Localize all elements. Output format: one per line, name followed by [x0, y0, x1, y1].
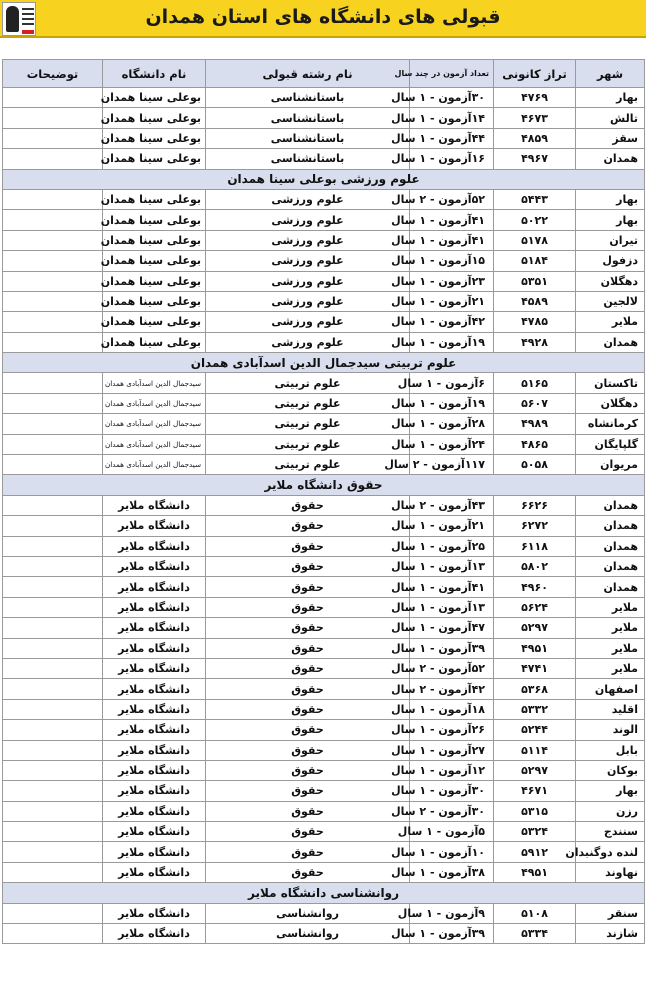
university-cell: دانشگاه ملایر — [103, 536, 206, 556]
notes-cell — [3, 88, 103, 108]
university-cell: بوعلی سینا همدان — [103, 230, 206, 250]
table-header-row — [3, 60, 645, 88]
major-cell: علوم ورزشی — [206, 312, 410, 332]
notes-cell — [3, 781, 103, 801]
city-cell: گلپایگان — [576, 434, 645, 454]
score-cell: ۴۶۷۱ — [494, 781, 576, 801]
exams-cell: ۲۳آزمون - ۱ سال — [410, 271, 494, 291]
university-cell: دانشگاه ملایر — [103, 740, 206, 760]
table-row — [3, 638, 645, 658]
table-row — [3, 556, 645, 576]
exams-cell: ۳۹آزمون - ۱ سال — [410, 924, 494, 944]
section-header-row — [3, 169, 645, 189]
major-cell: حقوق — [206, 577, 410, 597]
notes-cell — [3, 332, 103, 352]
header-score: تراز کانونی — [494, 60, 576, 88]
university-cell: دانشگاه ملایر — [103, 924, 206, 944]
exams-cell: ۴۳آزمون - ۲ سال — [410, 495, 494, 515]
exams-cell: ۳۰آزمون - ۲ سال — [410, 801, 494, 821]
table-row — [3, 862, 645, 882]
notes-cell — [3, 434, 103, 454]
major-cell: حقوق — [206, 842, 410, 862]
score-cell: ۴۷۸۵ — [494, 312, 576, 332]
header-notes: توضیحات — [3, 60, 103, 88]
page-title: قبولی های دانشگاه های استان همدان — [145, 6, 501, 28]
exams-cell: ۳۰آزمون - ۱ سال — [410, 88, 494, 108]
university-cell: سیدجمال الدین اسدآبادی همدان — [103, 373, 206, 393]
table-row — [3, 842, 645, 862]
score-cell: ۶۲۷۲ — [494, 516, 576, 536]
notes-cell — [3, 597, 103, 617]
score-cell: ۵۲۹۷ — [494, 618, 576, 638]
major-cell: حقوق — [206, 556, 410, 576]
major-cell: حقوق — [206, 760, 410, 780]
table-row — [3, 128, 645, 148]
city-cell: تاکستان — [576, 373, 645, 393]
exams-cell: ۱۲آزمون - ۱ سال — [410, 760, 494, 780]
university-cell: بوعلی سینا همدان — [103, 189, 206, 209]
notes-cell — [3, 414, 103, 434]
exams-cell: ۱۵آزمون - ۱ سال — [410, 251, 494, 271]
score-cell: ۵۳۲۴ — [494, 822, 576, 842]
exams-cell: ۴۲آزمون - ۲ سال — [410, 679, 494, 699]
notes-cell — [3, 638, 103, 658]
notes-cell — [3, 903, 103, 923]
notes-cell — [3, 842, 103, 862]
score-cell: ۵۲۴۴ — [494, 720, 576, 740]
section-header-row — [3, 883, 645, 903]
exams-cell: ۹آزمون - ۱ سال — [410, 903, 494, 923]
score-cell: ۴۷۶۹ — [494, 88, 576, 108]
exams-cell: ۵۲آزمون - ۲ سال — [410, 189, 494, 209]
major-cell: حقوق — [206, 862, 410, 882]
table-row — [3, 189, 645, 209]
university-cell: بوعلی سینا همدان — [103, 210, 206, 230]
city-cell: دهگلان — [576, 271, 645, 291]
table-body — [3, 88, 645, 944]
score-cell: ۵۳۶۸ — [494, 679, 576, 699]
score-cell: ۵۳۳۴ — [494, 924, 576, 944]
city-cell: نهاوند — [576, 862, 645, 882]
major-cell: حقوق — [206, 699, 410, 719]
exams-cell: ۴۱آزمون - ۱ سال — [410, 230, 494, 250]
score-cell: ۵۳۱۵ — [494, 801, 576, 821]
notes-cell — [3, 516, 103, 536]
score-cell: ۵۳۵۱ — [494, 271, 576, 291]
notes-cell — [3, 149, 103, 169]
university-cell: دانشگاه ملایر — [103, 577, 206, 597]
score-cell: ۶۱۱۸ — [494, 536, 576, 556]
university-cell: دانشگاه ملایر — [103, 781, 206, 801]
table-row — [3, 760, 645, 780]
university-cell: بوعلی سینا همدان — [103, 271, 206, 291]
table-row — [3, 414, 645, 434]
exams-cell: ۵۲آزمون - ۲ سال — [410, 658, 494, 678]
university-cell: دانشگاه ملایر — [103, 597, 206, 617]
city-cell: همدان — [576, 577, 645, 597]
notes-cell — [3, 720, 103, 740]
notes-cell — [3, 312, 103, 332]
table-row — [3, 210, 645, 230]
major-cell: باستانشناسی — [206, 128, 410, 148]
notes-cell — [3, 271, 103, 291]
major-cell: علوم ورزشی — [206, 332, 410, 352]
score-cell: ۵۱۶۵ — [494, 373, 576, 393]
major-cell: حقوق — [206, 638, 410, 658]
major-cell: علوم تربیتی — [206, 373, 410, 393]
table-row — [3, 658, 645, 678]
major-cell: حقوق — [206, 720, 410, 740]
major-cell: حقوق — [206, 740, 410, 760]
major-cell: علوم ورزشی — [206, 291, 410, 311]
table-row — [3, 740, 645, 760]
city-cell: لنده دوگنبدان — [576, 842, 645, 862]
notes-cell — [3, 760, 103, 780]
city-cell: همدان — [576, 536, 645, 556]
score-cell: ۵۸۰۲ — [494, 556, 576, 576]
section-title: روانشناسی دانشگاه ملایر — [3, 883, 645, 903]
university-cell: بوعلی سینا همدان — [103, 251, 206, 271]
score-cell: ۴۹۶۰ — [494, 577, 576, 597]
exams-cell: ۳۰آزمون - ۱ سال — [410, 781, 494, 801]
score-cell: ۵۱۷۸ — [494, 230, 576, 250]
city-cell: همدان — [576, 332, 645, 352]
table-row — [3, 536, 645, 556]
university-cell: دانشگاه ملایر — [103, 842, 206, 862]
major-cell: حقوق — [206, 597, 410, 617]
table-row — [3, 271, 645, 291]
city-cell: اصفهان — [576, 679, 645, 699]
major-cell: علوم تربیتی — [206, 393, 410, 413]
city-cell: ملایر — [576, 597, 645, 617]
score-cell: ۵۳۳۲ — [494, 699, 576, 719]
table-row — [3, 924, 645, 944]
notes-cell — [3, 108, 103, 128]
major-cell: حقوق — [206, 516, 410, 536]
exams-cell: ۶آزمون - ۱ سال — [410, 373, 494, 393]
table-row — [3, 291, 645, 311]
score-cell: ۴۶۷۳ — [494, 108, 576, 128]
notes-cell — [3, 455, 103, 475]
notes-cell — [3, 556, 103, 576]
exams-cell: ۲۱آزمون - ۱ سال — [410, 516, 494, 536]
major-cell: باستانشناسی — [206, 149, 410, 169]
major-cell: روانشناسی — [206, 924, 410, 944]
table-row — [3, 149, 645, 169]
university-cell: سیدجمال الدین اسدآبادی همدان — [103, 393, 206, 413]
notes-cell — [3, 862, 103, 882]
city-cell: بوکان — [576, 760, 645, 780]
city-cell: اقلید — [576, 699, 645, 719]
exams-cell: ۱۶آزمون - ۱ سال — [410, 149, 494, 169]
university-cell: سیدجمال الدین اسدآبادی همدان — [103, 414, 206, 434]
table-row — [3, 903, 645, 923]
table-row — [3, 597, 645, 617]
university-cell: دانشگاه ملایر — [103, 862, 206, 882]
major-cell: علوم تربیتی — [206, 414, 410, 434]
major-cell: علوم ورزشی — [206, 271, 410, 291]
score-cell: ۴۹۵۱ — [494, 638, 576, 658]
score-cell: ۵۱۸۴ — [494, 251, 576, 271]
notes-cell — [3, 251, 103, 271]
university-cell: بوعلی سینا همدان — [103, 312, 206, 332]
major-cell: باستانشناسی — [206, 88, 410, 108]
university-cell: دانشگاه ملایر — [103, 699, 206, 719]
score-cell: ۴۸۵۹ — [494, 128, 576, 148]
university-cell: دانشگاه ملایر — [103, 618, 206, 638]
score-cell: ۶۶۲۶ — [494, 495, 576, 515]
city-cell: ملایر — [576, 658, 645, 678]
exams-cell: ۴۱آزمون - ۱ سال — [410, 210, 494, 230]
city-cell: همدان — [576, 556, 645, 576]
university-cell: دانشگاه ملایر — [103, 801, 206, 821]
major-cell: حقوق — [206, 495, 410, 515]
university-cell: دانشگاه ملایر — [103, 903, 206, 923]
table-row — [3, 618, 645, 638]
major-cell: باستانشناسی — [206, 108, 410, 128]
notes-cell — [3, 291, 103, 311]
exams-cell: ۳۸آزمون - ۱ سال — [410, 862, 494, 882]
score-cell: ۴۹۵۱ — [494, 862, 576, 882]
notes-cell — [3, 924, 103, 944]
university-cell: بوعلی سینا همدان — [103, 291, 206, 311]
table-row — [3, 108, 645, 128]
score-cell: ۴۸۶۵ — [494, 434, 576, 454]
table-row — [3, 230, 645, 250]
major-cell: علوم ورزشی — [206, 251, 410, 271]
notes-cell — [3, 618, 103, 638]
score-cell: ۵۶۲۴ — [494, 597, 576, 617]
notes-cell — [3, 495, 103, 515]
notes-cell — [3, 822, 103, 842]
city-cell: الوند — [576, 720, 645, 740]
exams-cell: ۲۴آزمون - ۱ سال — [410, 434, 494, 454]
city-cell: بهار — [576, 189, 645, 209]
header-major: نام رشته قبولی — [206, 60, 410, 88]
major-cell: روانشناسی — [206, 903, 410, 923]
notes-cell — [3, 658, 103, 678]
notes-cell — [3, 373, 103, 393]
major-cell: حقوق — [206, 618, 410, 638]
notes-cell — [3, 210, 103, 230]
exams-cell: ۱۳آزمون - ۱ سال — [410, 597, 494, 617]
exams-cell: ۵آزمون - ۱ سال — [410, 822, 494, 842]
city-cell: همدان — [576, 149, 645, 169]
score-cell: ۵۱۰۸ — [494, 903, 576, 923]
exams-cell: ۳۹آزمون - ۱ سال — [410, 638, 494, 658]
major-cell: علوم ورزشی — [206, 189, 410, 209]
major-cell: علوم ورزشی — [206, 210, 410, 230]
table-row — [3, 679, 645, 699]
major-cell: علوم تربیتی — [206, 434, 410, 454]
notes-cell — [3, 230, 103, 250]
score-cell: ۴۵۸۹ — [494, 291, 576, 311]
city-cell: بابل — [576, 740, 645, 760]
university-cell: بوعلی سینا همدان — [103, 149, 206, 169]
university-cell: دانشگاه ملایر — [103, 638, 206, 658]
city-cell: همدان — [576, 495, 645, 515]
score-cell: ۵۹۱۲ — [494, 842, 576, 862]
exams-cell: ۴۲آزمون - ۱ سال — [410, 312, 494, 332]
city-cell: کرمانشاه — [576, 414, 645, 434]
table-row — [3, 312, 645, 332]
university-cell: بوعلی سینا همدان — [103, 332, 206, 352]
major-cell: حقوق — [206, 679, 410, 699]
section-title: حقوق دانشگاه ملایر — [3, 475, 645, 495]
city-cell: بهار — [576, 781, 645, 801]
table-row — [3, 495, 645, 515]
section-header-row — [3, 353, 645, 373]
notes-cell — [3, 679, 103, 699]
major-cell: حقوق — [206, 536, 410, 556]
notes-cell — [3, 699, 103, 719]
table-row — [3, 332, 645, 352]
score-cell: ۵۰۲۲ — [494, 210, 576, 230]
exams-cell: ۲۶آزمون - ۱ سال — [410, 720, 494, 740]
exams-cell: ۱۱۷آزمون - ۲ سال — [410, 455, 494, 475]
table-row — [3, 801, 645, 821]
score-cell: ۵۲۹۷ — [494, 760, 576, 780]
major-cell: علوم ورزشی — [206, 230, 410, 250]
city-cell: دزفول — [576, 251, 645, 271]
city-cell: سنندج — [576, 822, 645, 842]
table-row — [3, 577, 645, 597]
university-cell: دانشگاه ملایر — [103, 760, 206, 780]
table-row — [3, 822, 645, 842]
university-cell: دانشگاه ملایر — [103, 822, 206, 842]
notes-cell — [3, 801, 103, 821]
exams-cell: ۲۱آزمون - ۱ سال — [410, 291, 494, 311]
exams-cell: ۱۳آزمون - ۱ سال — [410, 556, 494, 576]
table-row — [3, 781, 645, 801]
city-cell: بهار — [576, 88, 645, 108]
city-cell: همدان — [576, 516, 645, 536]
university-cell: دانشگاه ملایر — [103, 658, 206, 678]
score-cell: ۴۷۴۱ — [494, 658, 576, 678]
exams-cell: ۴۱آزمون - ۱ سال — [410, 577, 494, 597]
header-city: شهر — [576, 60, 645, 88]
city-cell: لالجین — [576, 291, 645, 311]
exams-cell: ۴۷آزمون - ۱ سال — [410, 618, 494, 638]
city-cell: تالش — [576, 108, 645, 128]
city-cell: ملایر — [576, 312, 645, 332]
city-cell: ملایر — [576, 638, 645, 658]
admissions-table — [2, 59, 645, 944]
score-cell: ۵۱۱۴ — [494, 740, 576, 760]
notes-cell — [3, 536, 103, 556]
city-cell: ملایر — [576, 618, 645, 638]
university-cell: دانشگاه ملایر — [103, 720, 206, 740]
university-cell: بوعلی سینا همدان — [103, 128, 206, 148]
table-row — [3, 434, 645, 454]
city-cell: تیران — [576, 230, 645, 250]
table-row — [3, 393, 645, 413]
university-cell: بوعلی سینا همدان — [103, 88, 206, 108]
table-row — [3, 251, 645, 271]
section-title: علوم تربیتی سیدجمال الدین اسدآبادی همدان — [3, 353, 645, 373]
major-cell: حقوق — [206, 781, 410, 801]
table-row — [3, 455, 645, 475]
exams-cell: ۱۸آزمون - ۱ سال — [410, 699, 494, 719]
score-cell: ۵۰۵۸ — [494, 455, 576, 475]
university-cell: دانشگاه ملایر — [103, 556, 206, 576]
table-row — [3, 699, 645, 719]
university-cell: دانشگاه ملایر — [103, 495, 206, 515]
score-cell: ۵۶۰۷ — [494, 393, 576, 413]
exams-cell: ۴۴آزمون - ۱ سال — [410, 128, 494, 148]
university-cell: دانشگاه ملایر — [103, 679, 206, 699]
university-cell: سیدجمال الدین اسدآبادی همدان — [103, 455, 206, 475]
exams-cell: ۲۵آزمون - ۱ سال — [410, 536, 494, 556]
university-cell: دانشگاه ملایر — [103, 516, 206, 536]
notes-cell — [3, 128, 103, 148]
city-cell: سنقر — [576, 903, 645, 923]
city-cell: دهگلان — [576, 393, 645, 413]
score-cell: ۴۹۶۷ — [494, 149, 576, 169]
exams-cell: ۲۸آزمون - ۱ سال — [410, 414, 494, 434]
exams-cell: ۱۴آزمون - ۱ سال — [410, 108, 494, 128]
major-cell: حقوق — [206, 801, 410, 821]
city-cell: رزن — [576, 801, 645, 821]
city-cell: بهار — [576, 210, 645, 230]
exams-cell: ۱۰آزمون - ۱ سال — [410, 842, 494, 862]
major-cell: حقوق — [206, 822, 410, 842]
exams-cell: ۱۹آزمون - ۱ سال — [410, 393, 494, 413]
title-banner — [0, 0, 646, 38]
notes-cell — [3, 577, 103, 597]
notes-cell — [3, 393, 103, 413]
city-cell: سقز — [576, 128, 645, 148]
header-university: نام دانشگاه — [103, 60, 206, 88]
city-cell: مریوان — [576, 455, 645, 475]
exams-cell: ۱۹آزمون - ۱ سال — [410, 332, 494, 352]
score-cell: ۵۴۴۳ — [494, 189, 576, 209]
score-cell: ۴۹۲۸ — [494, 332, 576, 352]
university-cell: سیدجمال الدین اسدآبادی همدان — [103, 434, 206, 454]
table-row — [3, 373, 645, 393]
exams-cell: ۲۷آزمون - ۱ سال — [410, 740, 494, 760]
major-cell: علوم تربیتی — [206, 455, 410, 475]
notes-cell — [3, 740, 103, 760]
notes-cell — [3, 189, 103, 209]
university-cell: بوعلی سینا همدان — [103, 108, 206, 128]
section-header-row — [3, 475, 645, 495]
score-cell: ۴۹۸۹ — [494, 414, 576, 434]
city-cell: شازند — [576, 924, 645, 944]
table-row — [3, 720, 645, 740]
table-row — [3, 516, 645, 536]
table-row — [3, 88, 645, 108]
major-cell: حقوق — [206, 658, 410, 678]
header-exams: تعداد آزمون در چند سال — [410, 60, 494, 88]
section-title: علوم ورزشی بوعلی سینا همدان — [3, 169, 645, 189]
